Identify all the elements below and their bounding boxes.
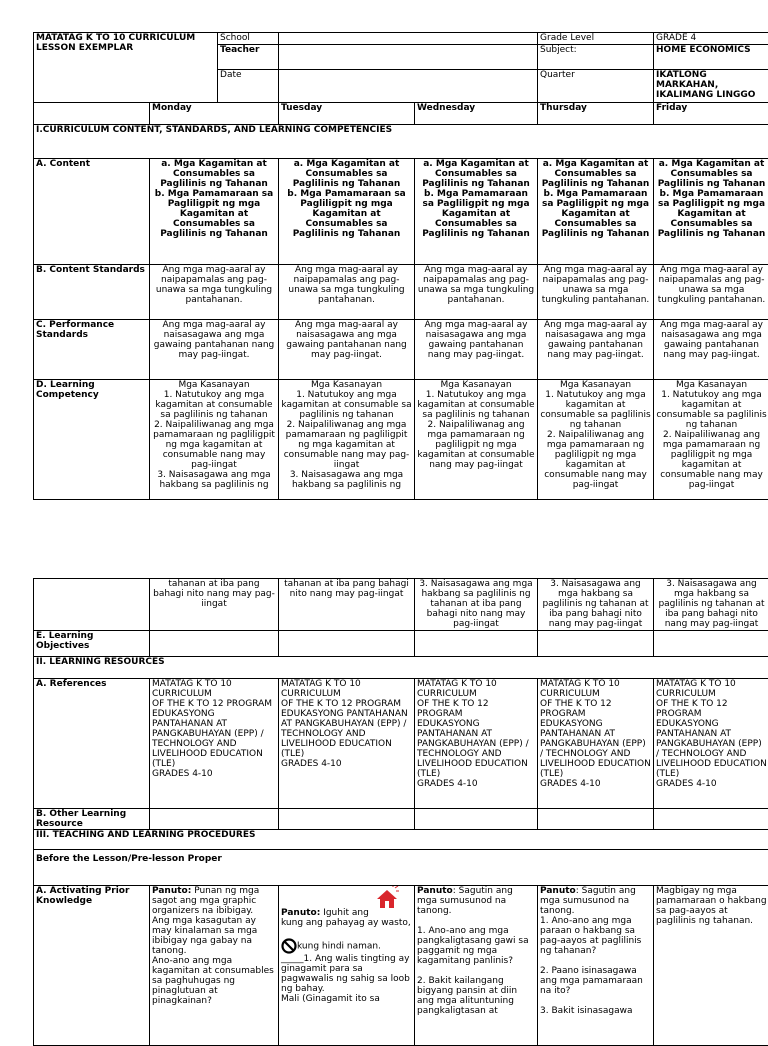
house-icon <box>374 886 400 910</box>
continuation-monday: tahanan at iba pang bahagi nito nang may pag-iingat <box>150 579 279 631</box>
learning-competency-label: D. Learning Competency <box>34 380 150 500</box>
date-label: Date <box>218 70 279 103</box>
performance-standards-monday: Ang mga mag-aaral ay naisasagawa ang mga gawaing pantahanan nang may pag-iingat. <box>150 320 279 380</box>
activating-monday <box>150 886 279 1046</box>
learning-objectives-label: E. Learning Objectives <box>34 631 150 657</box>
exemplar-title: MATATAG K TO 10 CURRICULUM LESSON EXEMPLAR <box>34 33 218 103</box>
section-procedures-heading: III. TEACHING AND LEARNING PROCEDURES <box>34 830 768 850</box>
day-monday: Monday <box>150 103 279 125</box>
performance-standards-thursday: Ang mga mag-aaral ay naisasagawa ang mga gawaing pantahanan nang may pag-iingat. <box>538 320 654 380</box>
grade-level-value: GRADE 4 <box>654 33 768 45</box>
activating-tuesday-text2: kung ang pahayag ay wasto, <box>281 918 411 928</box>
teacher-label: Teacher <box>218 45 279 70</box>
activating-thursday <box>538 886 654 1046</box>
performance-standards-tuesday: Ang mga mag-aaral ay naisasagawa ang mga gawaing pantahanan nang may pag-iingat. <box>279 320 415 380</box>
activating-tuesday-text3: kung hindi naman. <box>297 942 381 952</box>
day-tuesday: Tuesday <box>279 103 415 125</box>
other-resources-label: B. Other Learning Resource <box>34 809 150 830</box>
activating-monday-lead: Panuto: <box>152 886 191 896</box>
learning-competency-tuesday: Mga Kasanayan 1. Natutukoy ang mga kagamitan at consumable sa paglilinis ng tahanan 2. Naipaliliwanag ang mga pamamaraan ng pagliligpit ng mga kagamitan at consumable nang may pag-iingat 3. Naisasagawa ang mga hakbang sa paglilinis ng <box>279 380 415 500</box>
learning-objectives-monday[interactable] <box>150 631 279 657</box>
content-friday: a. Mga Kagamitan at Consumables sa Paglilinis ng Tahanan b. Mga Pamamaraan sa Pagliligpit ng mga Kagamitan at Consumables sa Paglilinis ng Tahanan <box>654 159 768 265</box>
other-resources-wednesday[interactable] <box>415 809 538 830</box>
day-thursday: Thursday <box>538 103 654 125</box>
references-tuesday: MATATAG K TO 10 CURRICULUM OF THE K TO 12 PROGRAM EDUKASYONG PANTAHANAN AT PANGKABUHAYAN (EPP) / TECHNOLOGY AND LIVELIHOOD EDUCATION (TLE) GRADES 4-10 <box>279 679 415 809</box>
learning-competency-friday: Mga Kasanayan 1. Natutukoy ang mga kagamitan at consumable sa paglilinis ng tahanan 2. Naipaliliwanag ang mga pamamaraan ng pagliligpit ng mga kagamitan at consumable nang may pag-iingat <box>654 380 768 500</box>
continuation-wednesday: 3. Naisasagawa ang mga hakbang sa paglilinis ng tahanan at iba pang bahagi nito nang may pag-iingat <box>415 579 538 631</box>
content-standards-wednesday: Ang mga mag-aaral ay naipapamalas ang pag-unawa sa mga tungkuling pantahanan. <box>415 265 538 320</box>
learning-competency-wednesday: Mga Kasanayan 1. Natutukoy ang mga kagamitan at consumable sa paglilinis ng tahanan 2. Naipaliliwanag ang mga pamamaraan ng pagliligpit ng mga kagamitan at consumable nang may pag-iingat <box>415 380 538 500</box>
performance-standards-wednesday: Ang mga mag-aaral ay naisasagawa ang mga gawaing pantahanan nang may pag-iingat. <box>415 320 538 380</box>
content-standards-label: B. Content Standards <box>34 265 150 320</box>
references-wednesday: MATATAG K TO 10 CURRICULUM OF THE K TO 12 PROGRAM EDUKASYONG PANTAHANAN AT PANGKABUHAYAN (EPP) / TECHNOLOGY AND LIVELIHOOD EDUCATION (TLE) GRADES 4-10 <box>415 679 538 809</box>
teacher-field[interactable] <box>279 45 538 70</box>
section-curriculum-heading: I.CURRICULUM CONTENT, STANDARDS, AND LEARNING COMPETENCIES <box>34 125 768 159</box>
quarter-label: Quarter <box>538 70 654 103</box>
prohibited-icon <box>281 938 297 954</box>
other-resources-thursday[interactable] <box>538 809 654 830</box>
continuation-thursday: 3. Naisasagawa ang mga hakbang sa paglilinis ng tahanan at iba pang bahagi nito nang may pag-iingat <box>538 579 654 631</box>
lesson-exemplar-table-page2 <box>33 578 768 1046</box>
quarter-value: IKATLONG MARKAHAN, IKALIMANG LINGGO <box>654 70 768 103</box>
content-monday: a. Mga Kagamitan at Consumables sa Paglilinis ng Tahanan b. Mga Pamamaraan sa Pagliligpit ng mga Kagamitan at Consumables sa Paglilinis ng Tahanan <box>150 159 279 265</box>
learning-objectives-tuesday[interactable] <box>279 631 415 657</box>
learning-objectives-friday[interactable] <box>654 631 768 657</box>
continuation-label <box>34 579 150 631</box>
activating-thursday-text: : Sagutin ang mga sumusunod na tanong. 1. Ano-ano ang mga paraan o hakbang sa pag-aayos at paglilinis ng tahanan? 2. Paano isinasagawa ang mga pamamaraan na ito? 3. Bakit isinasagawa <box>540 886 643 1016</box>
content-standards-monday: Ang mga mag-aaral ay naipapamalas ang pag-unawa sa mga tungkuling pantahanan. <box>150 265 279 320</box>
day-wednesday: Wednesday <box>415 103 538 125</box>
activating-wednesday <box>415 886 538 1046</box>
references-label: A. References <box>34 679 150 809</box>
learning-competency-thursday: Mga Kasanayan 1. Natutukoy ang mga kagamitan at consumable sa paglilinis ng tahanan 2. Naipaliliwanag ang mga pamamaraan ng pagliligpit ng mga kagamitan at consumable nang may pag-iingat <box>538 380 654 500</box>
other-resources-tuesday[interactable] <box>279 809 415 830</box>
other-resources-monday[interactable] <box>150 809 279 830</box>
performance-standards-label: C. Performance Standards <box>34 320 150 380</box>
references-friday: MATATAG K TO 10 CURRICULUM OF THE K TO 12 PROGRAM EDUKASYONG PANTAHANAN AT PANGKABUHAYAN (EPP) / TECHNOLOGY AND LIVELIHOOD EDUCATION (TLE) GRADES 4-10 <box>654 679 768 809</box>
grade-level-label: Grade Level <box>538 33 654 45</box>
learning-objectives-thursday[interactable] <box>538 631 654 657</box>
section-learning-resources-heading: II. LEARNING RESOURCES <box>34 657 768 679</box>
references-thursday: MATATAG K TO 10 CURRICULUM OF THE K TO 12 PROGRAM EDUKASYONG PANTAHANAN AT PANGKABUHAYAN (EPP) / TECHNOLOGY AND LIVELIHOOD EDUCATION (TLE) GRADES 4-10 <box>538 679 654 809</box>
activating-wednesday-lead: Panuto <box>417 886 453 896</box>
activating-tuesday <box>279 886 415 1046</box>
activating-tuesday-lead: Panuto: <box>281 908 320 918</box>
performance-standards-friday: Ang mga mag-aaral ay naisasagawa ang mga gawaing pantahanan nang may pag-iingat. <box>654 320 768 380</box>
content-wednesday: a. Mga Kagamitan at Consumables sa Paglilinis ng Tahanan b. Mga Pamamaraan sa Pagliligpit ng mga Kagamitan at Consumables sa Paglilinis ng Tahanan <box>415 159 538 265</box>
content-standards-tuesday: Ang mga mag-aaral ay naipapamalas ang pag-unawa sa mga tungkuling pantahanan. <box>279 265 415 320</box>
day-friday: Friday <box>654 103 768 125</box>
content-tuesday: a. Mga Kagamitan at Consumables sa Paglilinis ng Tahanan b. Mga Pamamaraan sa Pagliligpit ng mga Kagamitan at Consumables sa Paglilinis ng Tahanan <box>279 159 415 265</box>
before-lesson-heading: Before the Lesson/Pre-lesson Proper <box>34 850 768 886</box>
activating-monday-text: Punan ng mga sagot ang mga graphic organizers na ibibigay. Ang mga kasagutan ay may kinalaman sa mga ibibigay nga gabay na tanong. Ano-ano ang mga kagamitan at consumables sa paghuhugas ng pinaglutuan at pinagkainan? <box>152 886 274 1006</box>
school-field[interactable] <box>279 33 538 45</box>
continuation-tuesday: tahanan at iba pang bahagi nito nang may pag-iingat <box>279 579 415 631</box>
activating-wednesday-text: : Sagutin ang mga sumusunod na tanong. 1. Ano-ano ang mga pangkaligtasang gawi sa paggamit ng mga kagamitang panlinis? 2. Bakit kailangang bigyang pansin at diin ang mga alituntuning pangkaligtasan at <box>417 886 529 1016</box>
activating-label: A. Activating Prior Knowledge <box>34 886 150 1046</box>
learning-competency-monday: Mga Kasanayan 1. Natutukoy ang mga kagamitan at consumable sa paglilinis ng tahanan 2. Naipaliliwanag ang mga pamamaraan ng pagliligpit ng mga kagamitan at consumable nang may pag-iingat 3. Naisasagawa ang mga hakbang sa paglilinis ng <box>150 380 279 500</box>
content-label: A. Content <box>34 159 150 265</box>
learning-objectives-wednesday[interactable] <box>415 631 538 657</box>
subject-value: HOME ECONOMICS <box>654 45 768 70</box>
activating-tuesday-text4: _____1. Ang walis tingting ay ginagamit para sa pagwawalis ng sahig sa loob ng bahay. Mali (Ginagamit ito sa <box>281 954 410 1004</box>
activating-thursday-lead: Panuto <box>540 886 576 896</box>
school-label: School <box>218 33 279 45</box>
date-field[interactable] <box>279 70 538 103</box>
activating-friday: Magbigay ng mga pamamaraan o hakbang sa pag-aayos at paglilinis ng tahanan. <box>654 886 768 1046</box>
references-monday: MATATAG K TO 10 CURRICULUM OF THE K TO 12 PROGRAM EDUKASYONG PANTAHANAN AT PANGKABUHAYAN (EPP) / TECHNOLOGY AND LIVELIHOOD EDUCATION (TLE) GRADES 4-10 <box>150 679 279 809</box>
other-resources-friday[interactable] <box>654 809 768 830</box>
page-break <box>0 504 768 578</box>
content-standards-thursday: Ang mga mag-aaral ay naipapamalas ang pag-unawa sa mga tungkuling pantahanan. <box>538 265 654 320</box>
content-thursday: a. Mga Kagamitan at Consumables sa Paglilinis ng Tahanan b. Mga Pamamaraan sa Pagliligpit ng mga Kagamitan at Consumables sa Paglilinis ng Tahanan <box>538 159 654 265</box>
day-corner <box>34 103 150 125</box>
content-standards-friday: Ang mga mag-aaral ay naipapamalas ang pag-unawa sa mga tungkuling pantahanan. <box>654 265 768 320</box>
lesson-exemplar-table-page1 <box>33 32 768 500</box>
continuation-friday: 3. Naisasagawa ang mga hakbang sa paglilinis ng tahanan at iba pang bahagi nito nang may pag-iingat <box>654 579 768 631</box>
subject-label: Subject: <box>538 45 654 70</box>
activating-tuesday-text1: Iguhit ang <box>320 908 368 918</box>
